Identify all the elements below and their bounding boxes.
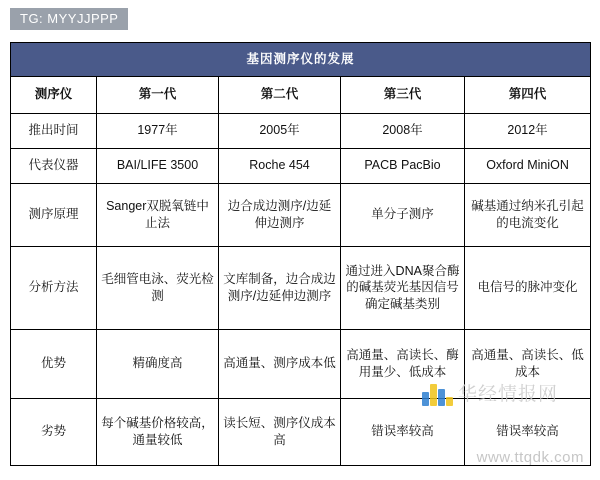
row-label-representative-instrument: 代表仪器 <box>11 148 97 183</box>
sequencer-generations-table <box>10 42 591 466</box>
cell-disadvantages-gen3: 错误率较高 <box>341 398 465 465</box>
cell-launch-time-gen4: 2012年 <box>465 113 591 148</box>
cell-disadvantages-gen1: 每个碱基价格较高，通量较低 <box>97 398 219 465</box>
row-label-advantages: 优势 <box>11 329 97 398</box>
cell-principle-gen3: 单分子测序 <box>341 183 465 246</box>
cell-instrument-gen2: Roche 454 <box>219 148 341 183</box>
table-row <box>11 183 591 246</box>
cell-principle-gen1: Sanger双脱氧链中止法 <box>97 183 219 246</box>
tg-tag-badge: TG: MYYJJPPP <box>10 8 128 30</box>
cell-advantages-gen1: 精确度高 <box>97 329 219 398</box>
column-header-0: 测序仪 <box>11 76 97 113</box>
table-row <box>11 329 591 398</box>
cell-advantages-gen4: 高通量、高读长、低成本 <box>465 329 591 398</box>
cell-method-gen4: 电信号的脉冲变化 <box>465 246 591 329</box>
table-title-row <box>11 43 591 77</box>
table-row <box>11 246 591 329</box>
column-header-1: 第一代 <box>97 76 219 113</box>
row-label-analysis-method: 分析方法 <box>11 246 97 329</box>
watermark-url: www.ttqdk.com <box>476 449 584 466</box>
cell-method-gen2: 文库制备，边合成边测序/边延伸边测序 <box>219 246 341 329</box>
watermark-brand-text: 华经情报网 <box>457 384 558 405</box>
cell-instrument-gen4: Oxford MiniON <box>465 148 591 183</box>
sequencer-generations-table-wrapper <box>10 42 590 466</box>
cell-method-gen1: 毛细管电泳、荧光检测 <box>97 246 219 329</box>
row-label-launch-time: 推出时间 <box>11 113 97 148</box>
cell-advantages-gen3: 高通量、高读长、酶用量少、低成本 <box>341 329 465 398</box>
column-header-3: 第三代 <box>341 76 465 113</box>
cell-disadvantages-gen4: 错误率较高 <box>465 398 591 465</box>
table-title: 基因测序仪的发展 <box>11 43 591 77</box>
cell-launch-time-gen1: 1977年 <box>97 113 219 148</box>
cell-method-gen3: 通过进入DNA聚合酶的碱基荧光基因信号确定碱基类别 <box>341 246 465 329</box>
table-header-row <box>11 76 591 113</box>
column-header-4: 第四代 <box>465 76 591 113</box>
cell-principle-gen2: 边合成边测序/边延伸边测序 <box>219 183 341 246</box>
row-label-disadvantages: 劣势 <box>11 398 97 465</box>
cell-disadvantages-gen2: 读长短、测序仪成本高 <box>219 398 341 465</box>
table-row <box>11 398 591 465</box>
table-row <box>11 113 591 148</box>
cell-advantages-gen2: 高通量、测序成本低 <box>219 329 341 398</box>
cell-principle-gen4: 碱基通过纳米孔引起的电流变化 <box>465 183 591 246</box>
table-row <box>11 148 591 183</box>
cell-instrument-gen3: PACB PacBio <box>341 148 465 183</box>
row-label-sequencing-principle: 测序原理 <box>11 183 97 246</box>
cell-launch-time-gen3: 2008年 <box>341 113 465 148</box>
cell-instrument-gen1: BAI/LIFE 3500 <box>97 148 219 183</box>
column-header-2: 第二代 <box>219 76 341 113</box>
cell-launch-time-gen2: 2005年 <box>219 113 341 148</box>
